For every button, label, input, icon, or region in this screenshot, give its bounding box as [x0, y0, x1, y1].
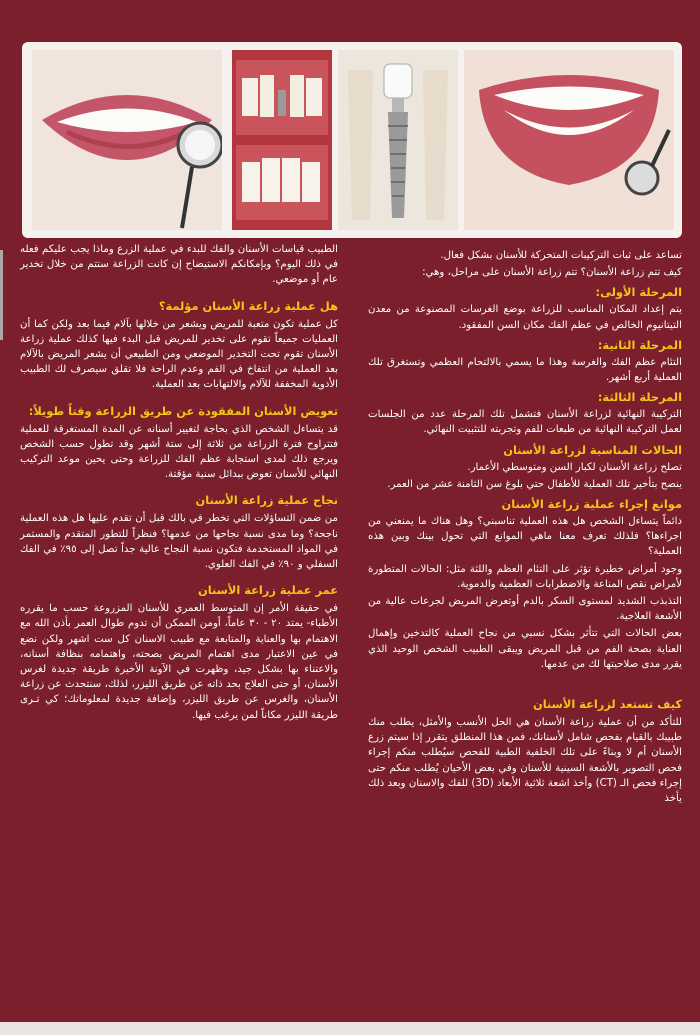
dental-implant-image [338, 50, 458, 230]
contraindications-paragraph-3: التذبذب الشديد لمستوى السكر بالدم أوتعرض المريض لجرعات عالية من الأشعة العلاجية. [368, 596, 682, 623]
suitable-cases-heading: الحالات المناسبة لزراعة الأسنان [503, 442, 682, 457]
stage2-paragraph: التئام عظم الفك والغرسة وهذا ما يسمي بالالتحام العظمي وتستغرق تلك العملية أربع أشهر. [368, 356, 682, 384]
contraindications-paragraph-2: وجود أمراض خطيرة تؤثر على التئام العظم واللثة مثل: الحالات المتطورة لأمراض نقص المناعة والاضطرابات العظمية والدموية. [368, 563, 682, 590]
bottom-border [0, 1022, 700, 1035]
contraindications-heading: موانع إجراء عملية زراعة الأسنان [501, 497, 682, 512]
suitable-cases-line2: ينصح بتأخير تلك العملية للأطفال حتي بلوغ سن الثامنة عشر من العمر. [387, 478, 682, 490]
implant-lifespan-paragraph: في حقيقة الأمر إن المتوسط العمري للأسنان المزروعة حسب ما يقرره الأطباء- يمتد ٢٠ - ٣٠ عاماً، أومن الممكن أن تدوم طوال العمر بأذن الله مع الاهتمام بها والعناية والمتابعة مع طبيب الاسنان كل ست اشهر ولكن نضع في عين الاعتبار مدى اهتمام المريض بصحته، واهتمامه بنظافة أسنانه، والاعتناء بها بشكل جيد، وظهرت في الآونة الأخيرة طريقة جديدة لغرس الأسنان، أو حتى العلاج بحد ذاته عن طريق الليزر، لذلك، سنتحدث عن زراعة الأسنان، والغرس عن طريق الليزر، وإضافة جديدة لمعلوماتك؛ كي تـرى طريقة الليزر مكاناً لمن يرغب فيها. [20, 603, 338, 721]
intro-paragraph: تساعد على ثبات التركيبات المتحركة للأسنان بشكل فعال. [440, 250, 682, 261]
continuation-paragraph: الطبيب قياسات الأسنان والفك للبدء في عملية الزرع وماذا يجب عليكم فعله في ذلك اليوم؟ وبإمكانكم الاستيضاح إن كانت الزراعة ستتم من خلال تخدير عام أو موضعي. [20, 244, 338, 286]
smile-with-dental-mirror-image [464, 50, 674, 230]
stage3-paragraph: التركيبة النهائية لزراعة الأسنان فتشمل تلك المرحلة عدد من الجلسات لعمل التركيبة النهائية من طبعات للفم وتجربته للتثبيت النهائي. [368, 409, 682, 436]
page-edge-mark [0, 250, 3, 340]
smile-with-mirror-image [32, 50, 222, 230]
stage3-heading: المرحلة الثالثة: [597, 390, 682, 405]
contraindications-paragraph-1: دائماً يتساءل الشخص هل هذه العملية تناسبني؟ وهل هناك ما يمنعني من اجراءها؟ فلذلك تعرف معنا ماهي الموانع التي تحول بينك وبين هذه العملية؟ [368, 516, 682, 558]
preparation-heading: كيف تستعد لزراعة الأسنان [532, 697, 682, 712]
stage2-heading: المرحلة الثانية: [597, 337, 682, 352]
temporary-replacement-heading: تعويض الأسنان المفقودة عن طريق الزراعة وقتاً طويلاً: [28, 403, 338, 418]
header-photo-strip [22, 42, 682, 238]
pain-heading: هل عملية زراعة الأسنان مؤلمة؟ [158, 298, 338, 313]
stages-question: كيف تتم زراعة الأسنان؟ تتم زراعة الأسنان على مراحل، وهي: [422, 267, 682, 279]
article-column-left [20, 242, 338, 725]
pain-paragraph: كل عملية تكون متعبة للمريض ويشعر من خلالها بآلام فيما بعد ولكن كما أن العمليات جميعاً تقوم على تخدير للمريض قبل البدء فيها كذلك عملية زراعة الأسنان تقوم تحت التخدير الموضعي ومن الطبيعي أن يشعر المريض بالآلام بعد العملية من انتفاخ في الفم وعدم الراحة فلا تقلق سيصرف لك الطبيب الأدوية المخففة للآلام والالتهابات بعد العملية. [20, 318, 338, 391]
stage1-paragraph: يتم إعداد المكان المناسب للزراعة بوضع الغرسات المصنوعة من معدن التيتانيوم الخالص في عظم الفك مكان السن المفقود. [368, 304, 682, 331]
suitable-cases-line1: تصلح زراعة الأسنان لكبار السن ومتوسطي الأعمار. [467, 461, 682, 473]
contraindications-paragraph-4: بعض الحالات التي تتأثر بشكل نسبي من نجاح العملية كالتدخين وإهمال العناية بصحة الفم من قبل المريض ويبقى الطبيب الشخص الوحيد الذي يقرر مدى صلاحيتها لك من عدمها. [368, 628, 682, 670]
success-paragraph: من ضمن التساؤلات التي تخطر في بالك قبل أن تقدم عليها هل هذه العملية ناجحة؟ وما مدى نسبة نجاحها من عدمها؟ فنظراً للتطور المتقدم والمستمر في المواد المستخدمة فتكون نسبة النجاح عالية جداً تصل إلى ٩٥٪ في الفك السفلي و ٩٠٪ في الفك العلوي. [20, 513, 338, 571]
success-heading: نجاح عملية زراعة الأسنان [195, 493, 338, 508]
stage1-heading: المرحلة الأولى: [595, 285, 682, 300]
implant-lifespan-heading: عمر عملية زراعة الأسنان [198, 583, 338, 598]
before-after-teeth-image [232, 50, 332, 230]
temporary-replacement-paragraph: قد يتساءل الشخص الذي بحاجة لتغيير أسنانه عن المدة المستغرقة للعملية فتتراوح فترة الزراعة من ثلاثة إلى ستة أشهر وقد تطول حسب الشخص ويرجع ذلك لمدى استجابة عظم الفك للزراعة وحتى يحين موعد التركيب النهائي للأسنان تعوض ببدائل سنية مؤقتة. [20, 423, 338, 481]
preparation-paragraph: للتأكد من أن عملية زراعة الأسنان هي الحل الأنسب والأمثل، يطلب منك طبيبك بالقيام بفحص شامل لأسنانك، فمن هذا المنطلق يتقرر إذا سيتم زرع الأسنان أم لا وبناءً على تلك الخلفية الطبية للفحص سيُطلب منكم إجراء فحص التصوير بالأشعة السينية للأسنان وفي بعض الأحيان يُطلب منكم حتى إجراء فحص الـ (CT) وأخذ اشعة ثلاثية الأبعاد (3D) للفك والاسنان وبعد ذلك يأخذ [368, 717, 682, 805]
article-column-right [368, 248, 682, 808]
